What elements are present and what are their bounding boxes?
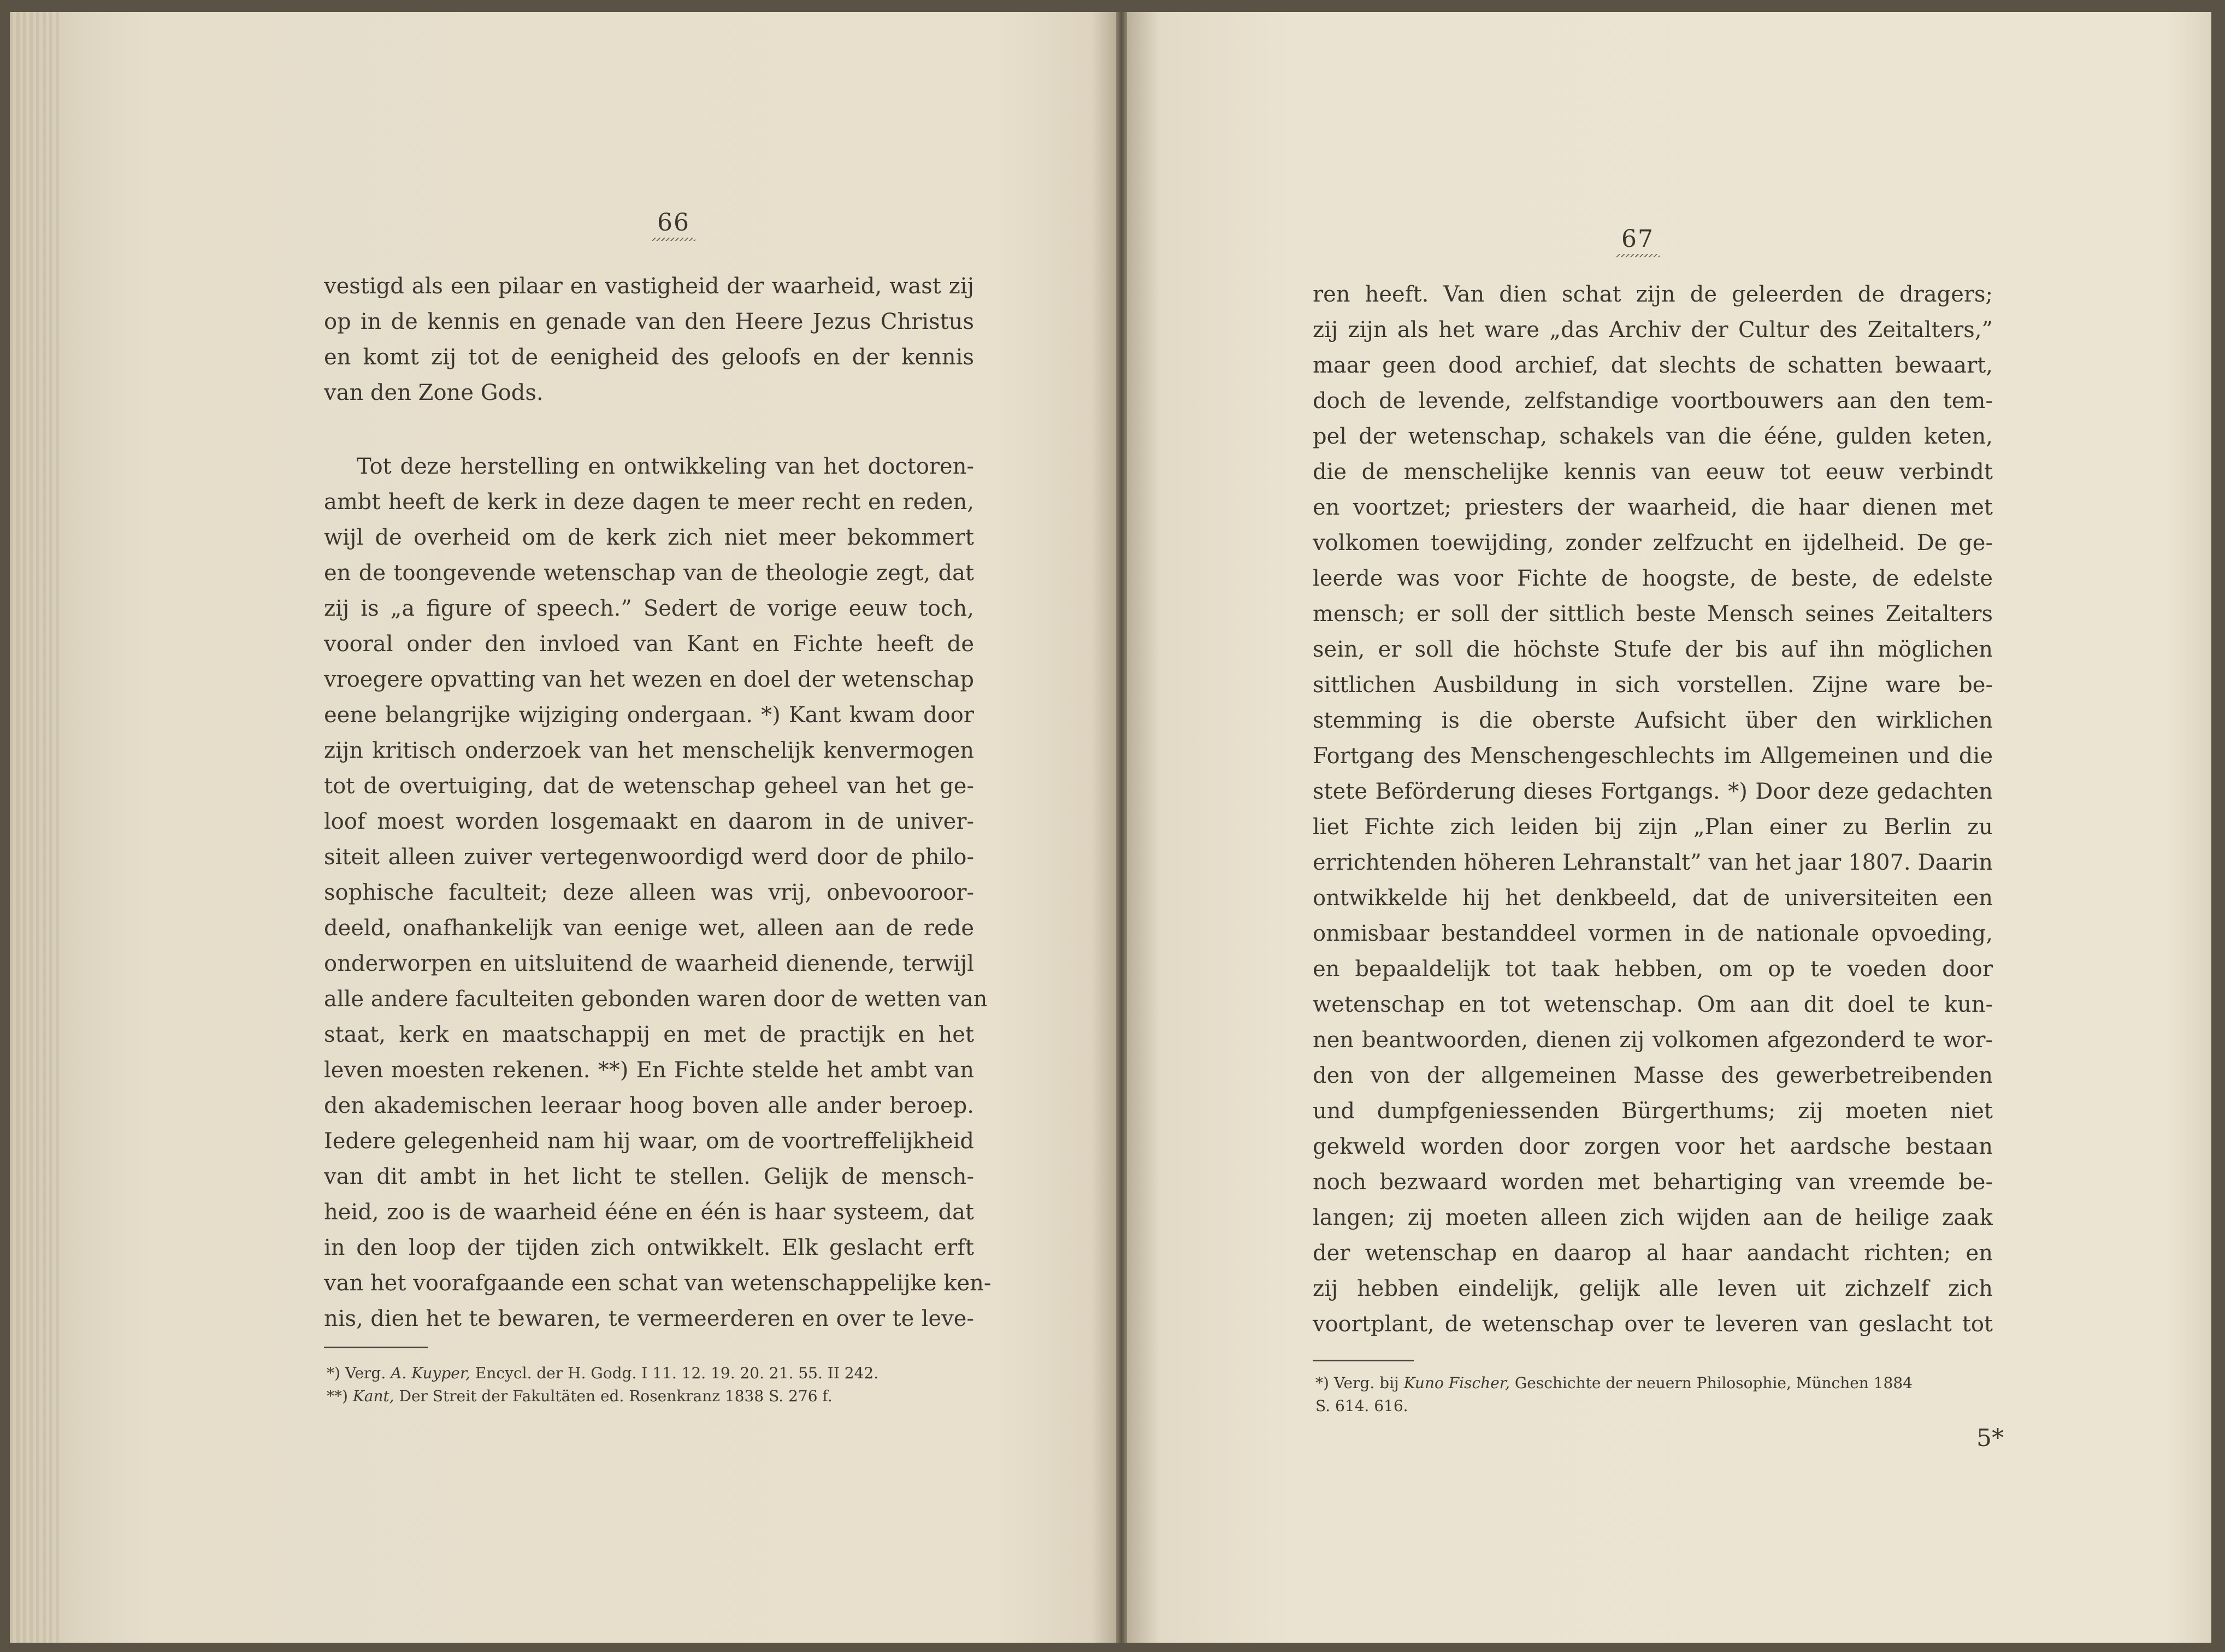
text-line: wetenschap en tot wetenschap. Om aan dit doel te kun- (1313, 992, 1993, 1017)
text-line: vooral onder den invloed van Kant en Fichte heeft de (324, 632, 974, 657)
right-page (1127, 12, 2211, 1643)
text-line: tot de overtuiging, dat de wetenschap geheel van het ge- (324, 774, 974, 799)
text-line: zijn kritisch onderzoek van het menschelijk kenvermogen (324, 738, 974, 763)
gutter (1116, 12, 1127, 1643)
text-line: leven moesten rekenen. **) En Fichte stelde het ambt van (324, 1058, 974, 1083)
text-line: zij zijn als het ware „das Archiv der Cultur des Zeitalters,” (1313, 317, 1993, 343)
text-line: ambt heeft de kerk in deze dagen te meer recht en reden, (324, 489, 974, 515)
text-line: wijl de overheid om de kerk zich niet meer bekommert (324, 525, 974, 550)
text-line: en de toongevende wetenschap van de theologie zegt, dat (324, 560, 974, 586)
text-line: Tot deze herstelling en ontwikkeling van het doctoren- (357, 454, 974, 479)
text-line: onderworpen en uitsluitend de waarheid dienende, terwijl (324, 951, 974, 976)
text-line: loof moest worden losgemaakt en daarom in de univer- (324, 809, 974, 834)
signature-mark: 5* (1976, 1424, 2004, 1452)
text-line: den akademischen leeraar hoog boven alle ander beroep. (324, 1093, 974, 1118)
text-line: gekweld worden door zorgen voor het aardsche bestaan (1313, 1134, 1993, 1159)
text-line: van dit ambt in het licht te stellen. Gelijk de mensch- (324, 1164, 974, 1189)
footnote-pre: Verg. (345, 1364, 391, 1382)
text-line: voortplant, de wetenschap over te leveren van geslacht tot (1313, 1312, 1993, 1337)
text-line: zij is „a figure of speech.” Sedert de vorige eeuw toch, (324, 596, 974, 621)
footnote (327, 1362, 878, 1384)
footnote-author: Kant, (352, 1387, 394, 1405)
text-line: vroegere opvatting van het wezen en doel der wetenschap (324, 667, 974, 692)
footnote-author: A. Kuyper, (391, 1364, 471, 1382)
text-line: Fortgang des Menschengeschlechts im Allgemeinen und die (1313, 744, 1993, 769)
footnote-pre: S. 614. 616. (1315, 1397, 1408, 1415)
text-line: leerde was voor Fichte de hoogste, de beste, de edelste (1313, 566, 1993, 591)
text-line: nis, dien het te bewaren, te vermeerderen en over te leve- (324, 1306, 974, 1331)
footnote-rule (1313, 1360, 1414, 1361)
left-page (10, 12, 1116, 1643)
footnote-marker: **) (327, 1387, 353, 1405)
footnote-rest: Geschichte der neuern Philosophie, München 1884 (1510, 1374, 1913, 1392)
text-line: van den Zone Gods. (324, 380, 544, 405)
left-body-text (324, 269, 991, 1337)
footnote (327, 1385, 833, 1407)
text-line: volkomen toewijding, zonder zelfzucht en ijdelheid. De ge- (1313, 530, 1993, 556)
text-line: eene belangrijke wijziging ondergaan. *) Kant kwam door (324, 703, 974, 728)
text-line: maar geen dood archief, dat slechts de schatten bewaart, (1313, 353, 1993, 378)
text-line: in den loop der tijden zich ontwikkelt. Elk geslacht erft (324, 1235, 974, 1260)
footnote-rest: Der Streit der Fakultäten ed. Rosenkranz 1838 S. 276 f. (394, 1387, 833, 1405)
page-number: 67 (1621, 225, 1654, 253)
text-line: nen beantwoorden, dienen zij volkomen afgezonderd te wor- (1313, 1028, 1993, 1053)
text-line: sophische faculteit; deze alleen was vrij, onbevooroor- (324, 880, 974, 905)
text-line: en voortzet; priesters der waarheid, die haar dienen met (1313, 495, 1993, 520)
text-line: alle andere faculteiten gebonden waren door de wetten van (324, 987, 988, 1012)
text-line: errichtenden höheren Lehranstalt” van het jaar 1807. Daarin (1313, 850, 1993, 875)
text-line: zij hebben eindelijk, gelijk alle leven uit zichzelf zich (1313, 1276, 1993, 1301)
footnote (1315, 1372, 1913, 1394)
text-line: doch de levende, zelfstandige voortbouwers aan den tem- (1313, 388, 1993, 414)
text-line: en komt zij tot de eenigheid des geloofs en der kennis (324, 345, 974, 370)
right-body-text (1313, 277, 1993, 1342)
footnote-pre: Verg. bij (1333, 1374, 1404, 1392)
text-line: sittlichen Ausbildung in sich vorstellen. Zijne ware be- (1313, 672, 1993, 698)
text-line: vestigd als een pilaar en vastigheid der waarheid, wast zij (324, 274, 974, 299)
text-line: en bepaaldelijk tot taak hebben, om op te voeden door (1313, 957, 1993, 982)
text-line: onmisbaar bestanddeel vormen in de nationale opvoeding, (1313, 921, 1993, 946)
text-line: ren heeft. Van dien schat zijn de geleerden de dragers; (1313, 282, 1993, 307)
text-line: staat, kerk en maatschappij en met de practijk en het (324, 1022, 974, 1047)
text-line: der wetenschap en daarop al haar aandacht richten; en (1313, 1241, 1993, 1266)
text-line: die de menschelijke kennis van eeuw tot eeuw verbindt (1313, 459, 1993, 485)
text-line: van het voorafgaande een schat van wetenschappelijke ken- (324, 1271, 991, 1296)
text-line: stete Beförderung dieses Fortgangs. *) Door deze gedachten (1313, 779, 1993, 804)
text-line: deeld, onafhankelijk van eenige wet, alleen aan de rede (324, 916, 974, 941)
text-line: stemming is die oberste Aufsicht über den wirklichen (1313, 708, 1993, 733)
footnote-marker: *) (1315, 1374, 1334, 1392)
text-line: heid, zoo is de waarheid ééne en één is haar systeem, dat (324, 1200, 974, 1225)
page-number: 66 (657, 209, 690, 237)
footnote-rule (324, 1347, 428, 1348)
footnote-marker: *) (327, 1364, 345, 1382)
footnote-rest: Encycl. der H. Godg. I 11. 12. 19. 20. 21. 55. II 242. (470, 1364, 879, 1382)
text-line: Iedere gelegenheid nam hij waar, om de voortreffelijkheid (324, 1129, 974, 1154)
book-spread (10, 12, 2211, 1643)
text-line: liet Fichte zich leiden bij zijn „Plan einer zu Berlin zu (1313, 815, 1993, 840)
text-line: noch bezwaard worden met behartiging van vreemde be- (1313, 1170, 1993, 1195)
page-edges (10, 12, 59, 1643)
text-line: ontwikkelde hij het denkbeeld, dat de universiteiten een (1313, 886, 1993, 911)
footnote-author: Kuno Fischer, (1403, 1374, 1510, 1392)
text-line: den von der allgemeinen Masse des gewerbetreibenden (1313, 1063, 1993, 1088)
text-line: langen; zij moeten alleen zich wijden aan de heilige zaak (1313, 1205, 1993, 1230)
text-line: op in de kennis en genade van den Heere Jezus Christus (324, 309, 974, 334)
paragraph-gap (324, 411, 974, 449)
text-line: pel der wetenschap, schakels van die ééne, gulden keten, (1313, 424, 1993, 449)
text-line: mensch; er soll der sittlich beste Mensch seines Zeitalters (1313, 601, 1993, 627)
text-line: sein, er soll die höchste Stufe der bis auf ihn möglichen (1313, 637, 1993, 662)
text-line: siteit alleen zuiver vertegenwoordigd werd door de philo- (324, 845, 974, 870)
footnote (1315, 1395, 1408, 1417)
text-line: und dumpfgeniessenden Bürgerthums; zij moeten niet (1313, 1099, 1993, 1124)
